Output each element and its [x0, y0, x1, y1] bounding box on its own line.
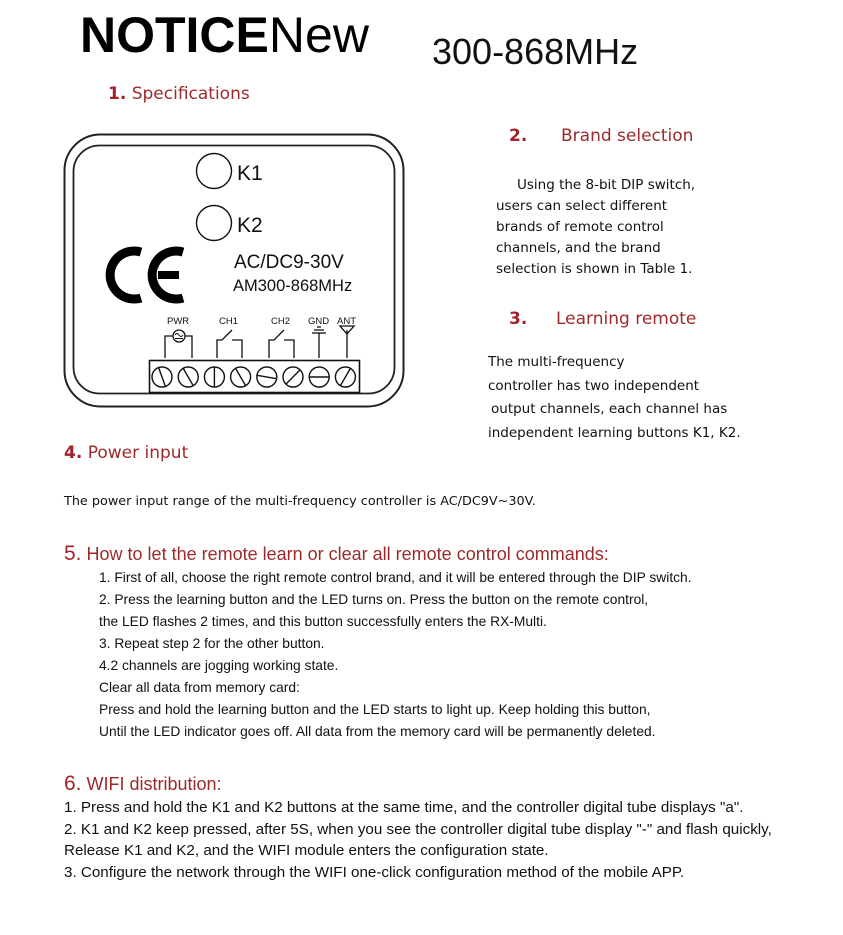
step-line: Release K1 and K2, and the WIFI module enters the configuration state.	[64, 842, 549, 859]
section-number: 5.	[64, 542, 82, 565]
section-title: How to let the remote learn or clear all remote control commands:	[86, 544, 609, 564]
step-line: 2. Press the learning button and the LED turns on. Press the button on the remote control,	[99, 592, 649, 607]
k2-button-icon	[197, 206, 232, 241]
title-notice: NOTICE	[80, 7, 269, 63]
paragraph-line: selection is shown in Table 1.	[496, 261, 693, 277]
section-6-heading	[64, 772, 222, 796]
section-title: Learning remote	[556, 309, 697, 329]
title-new: New	[268, 7, 369, 63]
paragraph-line: Using the 8-bit DIP switch,	[517, 177, 696, 193]
paragraph-line: users can select different	[496, 198, 668, 214]
ce-mark-icon	[110, 251, 183, 299]
paragraph-line: The multi-frequency	[488, 354, 625, 370]
device-frequency-label: AM300-868MHz	[233, 277, 353, 295]
section-title: WIFI distribution:	[86, 774, 222, 794]
section-title: Brand selection	[561, 126, 694, 146]
step-line: the LED flashes 2 times, and this button successfully enters the RX-Multi.	[99, 614, 547, 629]
section-2-heading	[509, 126, 693, 146]
terminal-label-ch1: CH1	[219, 316, 239, 327]
step-line: 3. Repeat step 2 for the other button.	[99, 636, 325, 651]
section-number: 4.	[64, 443, 83, 463]
section-title: Specifications	[131, 84, 250, 104]
voltage-label: AC/DC9-30V	[234, 252, 344, 273]
section-4-heading	[64, 443, 188, 463]
section-number: 2.	[509, 126, 528, 146]
section-3-heading	[509, 309, 696, 329]
section-5-heading	[64, 542, 609, 566]
section-number: 1.	[108, 84, 127, 104]
ch2-relay-icon	[269, 330, 284, 358]
step-line: 1. Press and hold the K1 and K2 buttons at the same time, and the controller digital tube displays "a".	[64, 799, 744, 816]
k1-button	[197, 154, 263, 189]
terminal-label-pwr: PWR	[167, 316, 190, 327]
step-line: 1. First of all, choose the right remote control brand, and it will be entered through the DIP switch.	[99, 570, 692, 585]
terminal-label-ant: ANT	[337, 316, 356, 327]
pwr-wire-left	[165, 336, 173, 358]
section-number: 3.	[509, 309, 528, 329]
paragraph-line: controller has two independent	[488, 377, 700, 394]
learning-remote-text	[488, 351, 741, 445]
section-title: Power input	[87, 443, 189, 463]
frequency-heading: 300-868MHz	[432, 31, 639, 72]
k1-button-icon	[197, 154, 232, 189]
power-input-text: The power input range of the multi-frequency controller is AC/DC9V~30V.	[64, 494, 536, 509]
step-line: Press and hold the learning button and the LED starts to light up. Keep holding this button,	[99, 702, 651, 717]
paragraph-line: output channels, each channel has	[491, 401, 728, 417]
wifi-text	[64, 797, 772, 883]
k2-label: K2	[237, 214, 263, 237]
ac-source-icon	[173, 330, 185, 342]
step-line: 3. Configure the network through the WIFI one-click configuration method of the mobile APP.	[64, 863, 685, 881]
step-line: Until the LED indicator goes off. All data from the memory card will be permanently deleted.	[99, 724, 656, 739]
paragraph-line: channels, and the brand	[496, 240, 661, 256]
step-line: 4.2 channels are jogging working state.	[99, 658, 339, 673]
step-line: Clear all data from memory card:	[99, 680, 300, 695]
k1-label: K1	[237, 162, 263, 185]
paragraph-line: independent learning buttons K1, K2.	[488, 424, 741, 441]
ch1-relay-icon	[217, 330, 232, 358]
k2-button	[197, 206, 263, 241]
brand-selection-text	[496, 175, 695, 280]
pwr-wire-right	[185, 336, 192, 358]
wiring-symbols	[165, 326, 354, 358]
terminal-label-ch2: CH2	[271, 316, 291, 327]
section-number: 6.	[64, 772, 82, 795]
learn-clear-text	[99, 567, 692, 743]
paragraph-line: brands of remote control	[496, 219, 664, 235]
terminal-label-gnd: GND	[308, 316, 330, 327]
step-line: 2. K1 and K2 keep pressed, after 5S, when you see the controller digital tube display "-" and flash quickly,	[64, 820, 772, 838]
